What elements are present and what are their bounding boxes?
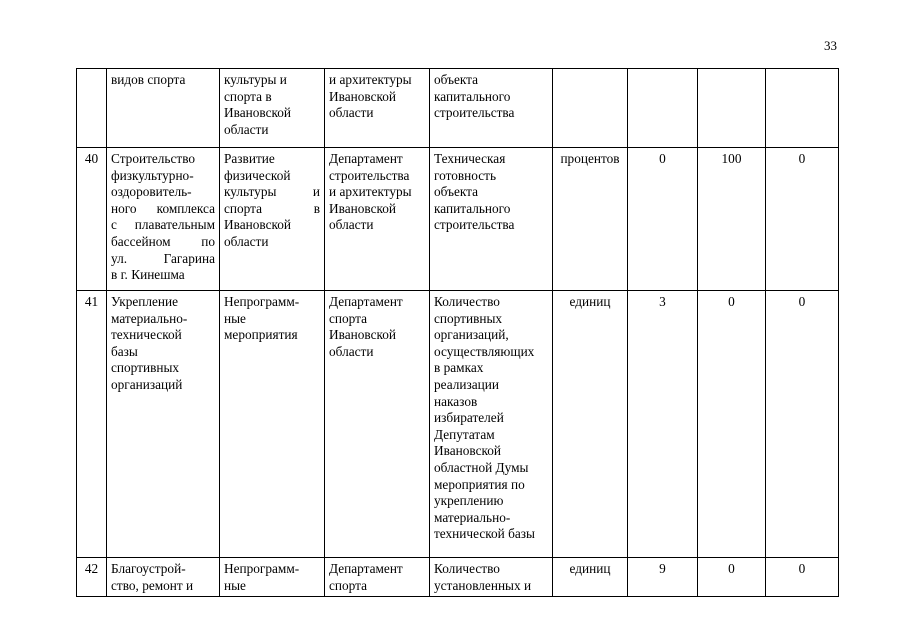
value-cell-1: 3 (628, 291, 698, 558)
cell-line: избирателей (434, 410, 504, 426)
unit-cell: процентов (553, 148, 628, 291)
cell-line: организаций, (434, 327, 509, 343)
table-row (77, 148, 839, 291)
executor-cell (325, 558, 430, 597)
cell-line: видов спорта (111, 72, 186, 87)
value-cell-2: 0 (698, 558, 766, 597)
cell-line: области (329, 343, 374, 359)
row-number-cell: 41 (77, 291, 107, 558)
cell-line: спорта в (224, 200, 320, 216)
cell-line: материально- (111, 310, 188, 326)
cell-line: осуществляющих (434, 343, 535, 359)
program-cell (220, 558, 325, 597)
value-cell-3: 0 (766, 291, 839, 558)
cell-line: Количество (434, 294, 500, 309)
cell-line: базы (111, 343, 138, 359)
cell-line: Ивановской (329, 200, 397, 216)
cell-line: Ивановской (329, 327, 397, 343)
cell-line: спорта (329, 577, 368, 593)
unit-cell: единиц (553, 291, 628, 558)
indicator-cell (430, 291, 553, 558)
program-cell (220, 69, 325, 148)
cell-line: объекта (434, 72, 479, 87)
event-name-cell (107, 69, 220, 148)
cell-line: мероприятия (224, 327, 298, 343)
cell-line: области (329, 217, 374, 233)
cell-line: области (329, 105, 374, 121)
event-name-cell (107, 291, 220, 558)
cell-line: Департамент (329, 294, 403, 309)
cell-line: бассейном по (111, 233, 215, 249)
cell-line: Ивановской (224, 217, 292, 233)
unit-cell (553, 69, 628, 148)
cell-line: ные (224, 577, 246, 593)
cell-line: культуры и (224, 184, 320, 200)
row-number-cell: 40 (77, 148, 107, 291)
cell-line: мероприятия по (434, 476, 525, 492)
event-name-cell (107, 558, 220, 597)
cell-line: Благоустрой- (111, 561, 186, 576)
cell-line: укреплению (434, 493, 504, 509)
cell-line: спорта в (224, 88, 272, 104)
cell-line: строительства (434, 217, 515, 233)
cell-line: в рамках (434, 360, 484, 376)
cell-line: капитального (434, 88, 511, 104)
value-cell-1: 0 (628, 148, 698, 291)
program-cell (220, 291, 325, 558)
cell-line: технической (111, 327, 182, 343)
cell-line: Непрограмм- (224, 561, 300, 576)
cell-line: спорта (329, 310, 368, 326)
executor-cell (325, 291, 430, 558)
cell-line: строительства (329, 167, 410, 183)
row-number-cell: 42 (77, 558, 107, 597)
cell-line: Департамент (329, 561, 403, 576)
value-cell-2: 100 (698, 148, 766, 291)
event-name-cell (107, 148, 220, 291)
cell-line: области (224, 121, 269, 137)
cell-line: в г. Кинешма (111, 267, 185, 283)
table-row (77, 291, 839, 558)
executor-cell (325, 69, 430, 148)
cell-line: Техническая (434, 151, 506, 166)
value-cell-2: 0 (698, 291, 766, 558)
value-cell-1 (628, 69, 698, 148)
value-cell-3: 0 (766, 558, 839, 597)
cell-line: и архитектуры (329, 72, 412, 87)
cell-line: и архитектуры (329, 184, 412, 200)
cell-line: ные (224, 310, 246, 326)
cell-line: строительства (434, 105, 515, 121)
value-cell-1: 9 (628, 558, 698, 597)
indicator-cell (430, 558, 553, 597)
cell-line: ного комплекса (111, 200, 215, 216)
cell-line: областной Думы (434, 459, 529, 475)
cell-line: физической (224, 167, 291, 183)
cell-line: спортивных (111, 360, 180, 376)
cell-line: реализации (434, 376, 499, 392)
cell-line: готовность (434, 167, 497, 183)
indicator-cell (430, 148, 553, 291)
value-cell-3: 0 (766, 148, 839, 291)
cell-line: Строительство (111, 151, 196, 166)
cell-line: Ивановской (434, 443, 502, 459)
indicator-cell (430, 69, 553, 148)
cell-line: организаций (111, 376, 183, 392)
cell-line: Ивановской (224, 105, 292, 121)
page-number: 33 (824, 38, 837, 53)
table-row (77, 558, 839, 597)
cell-line: Депутатам (434, 426, 495, 442)
cell-line: Укрепление (111, 294, 179, 309)
cell-line: ул. Гагарина (111, 250, 215, 266)
executor-cell (325, 148, 430, 291)
cell-line: капитального (434, 200, 511, 216)
cell-line: Ивановской (329, 88, 397, 104)
cell-line: объекта (434, 184, 479, 200)
row-number-cell (77, 69, 107, 148)
unit-cell: единиц (553, 558, 628, 597)
cell-line: ство, ремонт и (111, 577, 194, 593)
cell-line: области (224, 233, 269, 249)
cell-line: Департамент (329, 151, 403, 166)
cell-line: Развитие (224, 151, 275, 166)
cell-line: физкультурно- (111, 167, 194, 183)
cell-line: Количество (434, 561, 500, 576)
value-cell-3 (766, 69, 839, 148)
cell-line: материально- (434, 509, 511, 525)
cell-line: спортивных (434, 310, 503, 326)
cell-line: наказов (434, 393, 478, 409)
cell-line: культуры и (224, 72, 287, 87)
table-row (77, 69, 839, 148)
program-cell (220, 148, 325, 291)
cell-line: Непрограмм- (224, 294, 300, 309)
value-cell-2 (698, 69, 766, 148)
document-table (76, 68, 839, 597)
cell-line: технической базы (434, 526, 535, 542)
cell-line: установленных и (434, 577, 532, 593)
cell-line: оздоровитель- (111, 184, 192, 200)
cell-line: с плавательным (111, 217, 215, 233)
